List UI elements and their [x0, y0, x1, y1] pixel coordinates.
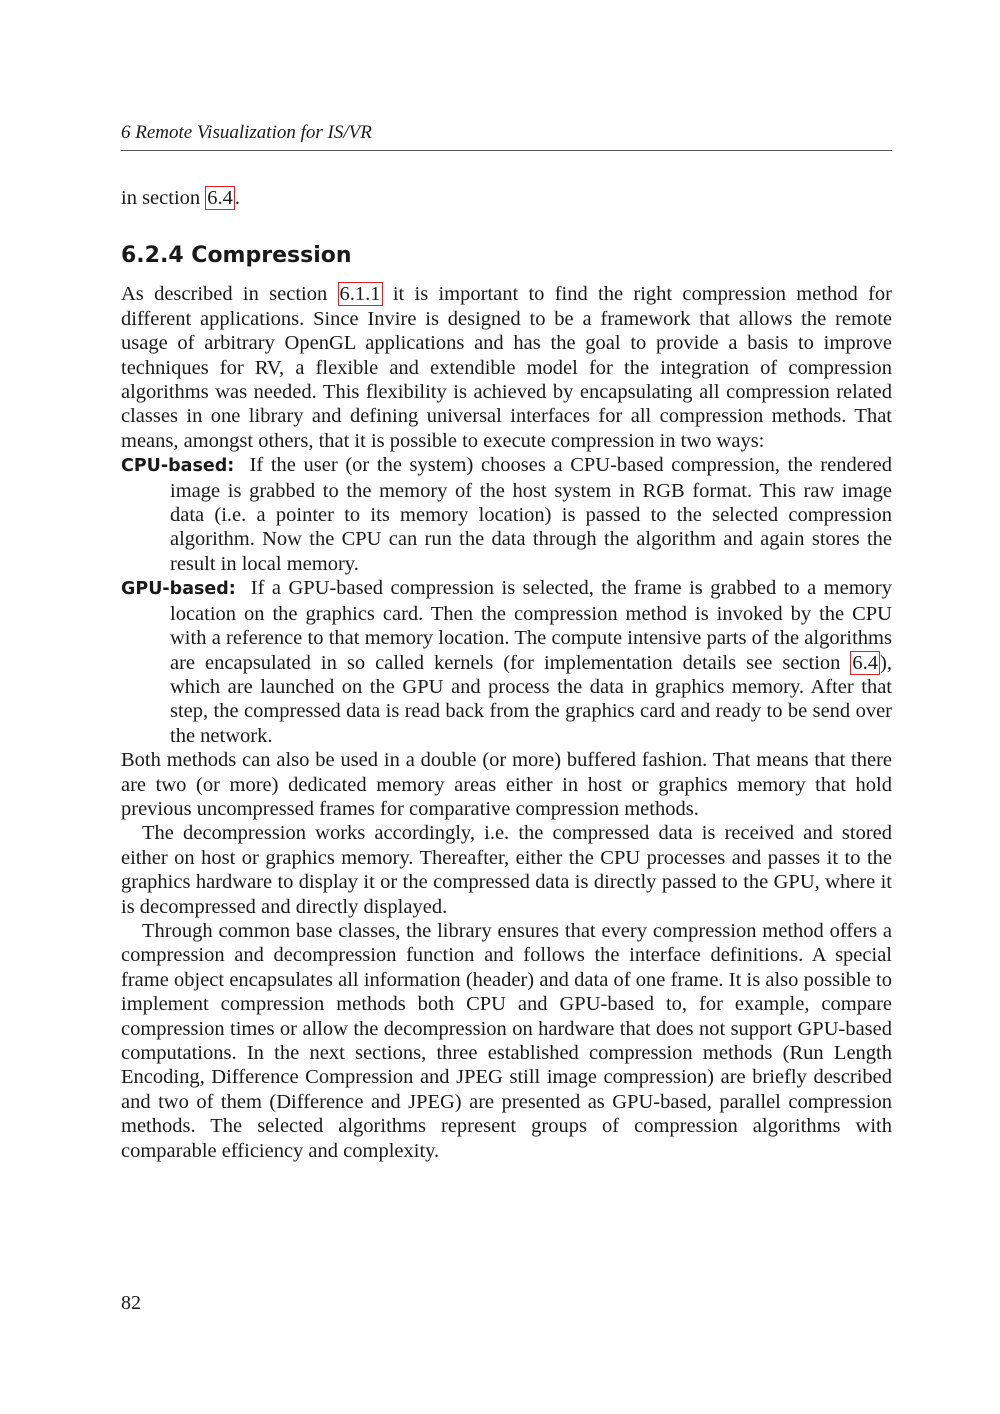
- section-link-6-4[interactable]: 6.4: [207, 187, 233, 209]
- paragraph-4: Through common base classes, the library ensures that every compression method offers a compression and decompression function and follows the interface definitions. A special frame object encapsulates all information (header) and data of one frame. It is also possible to implement compression methods both CPU and GPU-based to, for example, compare compression times or allow the decompression on hardware that does not support GPU-based computations. In the next sections, three established compression methods (Run Length Encoding, Difference Compression and JPEG still image compression) are briefly described and two of them (Difference and JPEG) are presented as GPU-based, parallel compression methods. The selected algorithms represent groups of compression algorithms with comparable efficiency and complexity.: [121, 919, 892, 1162]
- paragraph-2: Both methods can also be used in a double (or more) buffered fashion. That means that there are two (or more) dedicated memory areas either in host or graphics memory that hold previous uncompressed frames for comparative compression methods.: [121, 749, 892, 820]
- paragraph-1: [121, 282, 892, 453]
- running-header: 6 Remote Visualization for IS/VR: [121, 122, 372, 143]
- cpu-term: CPU-based:: [121, 456, 235, 477]
- list-item-gpu: [121, 576, 892, 748]
- paragraph-1-start: As described in section: [121, 283, 338, 306]
- paragraph-1-rest: it is important to find the right compression method for different applications. Since Invire is designed to be a framework that allows the remote usage of arbitrary OpenGL applications and has the goal to provide a basis to improve techniques for RV, a flexible and extendible model for the integration of compression algorithms was needed. This flexibility is achieved by encapsulating all compression related classes in one library and defining universal interfaces for all compression methods. That means, amongst others, that it is possible to execute compression in two ways:: [121, 283, 892, 452]
- list-item-cpu: [121, 453, 892, 576]
- gpu-term: GPU-based:: [121, 579, 236, 600]
- section-heading: 6.2.4 Compression: [121, 243, 352, 269]
- section-link-6-4-b[interactable]: 6.4: [852, 651, 879, 674]
- gpu-description-end: ), which are launched on the GPU and process the data in graphics memory. After that step, the compressed data is read back from the graphics card and ready to be send over the network.: [170, 651, 892, 747]
- intro-line: [121, 186, 892, 210]
- header-divider: [121, 150, 892, 151]
- intro-text-end: .: [234, 187, 241, 209]
- cpu-description: If the user (or the system) chooses a CPU-based compression, the rendered image is grabbed to the memory of the host system in RGB format. This raw image data (i.e. a pointer to its memory location) is passed to the selected compression algorithm. Now the CPU can run the data through the algorithm and again stores the result in local memory.: [170, 454, 893, 575]
- paragraph-3: The decompression works accordingly, i.e. the compressed data is received and stored either on host or graphics memory. Thereafter, either the CPU processes and passes it to the graphics hardware to display it or the compressed data is directly passed to the GPU, where it is decompressed and directly displayed.: [121, 822, 892, 918]
- intro-text: in section: [121, 187, 206, 209]
- page-number: 82: [121, 1292, 141, 1314]
- page-body: [121, 186, 892, 1163]
- gpu-description-start: If a GPU-based compression is selected, the frame is grabbed to a memory location on the graphics card. Then the compression method is invoked by the CPU with a reference to that memory location. The compute intensive parts of the algorithms are encapsulated in so called kernels (for implementation details see section: [170, 577, 893, 674]
- section-link-6-1-1[interactable]: 6.1.1: [339, 283, 381, 306]
